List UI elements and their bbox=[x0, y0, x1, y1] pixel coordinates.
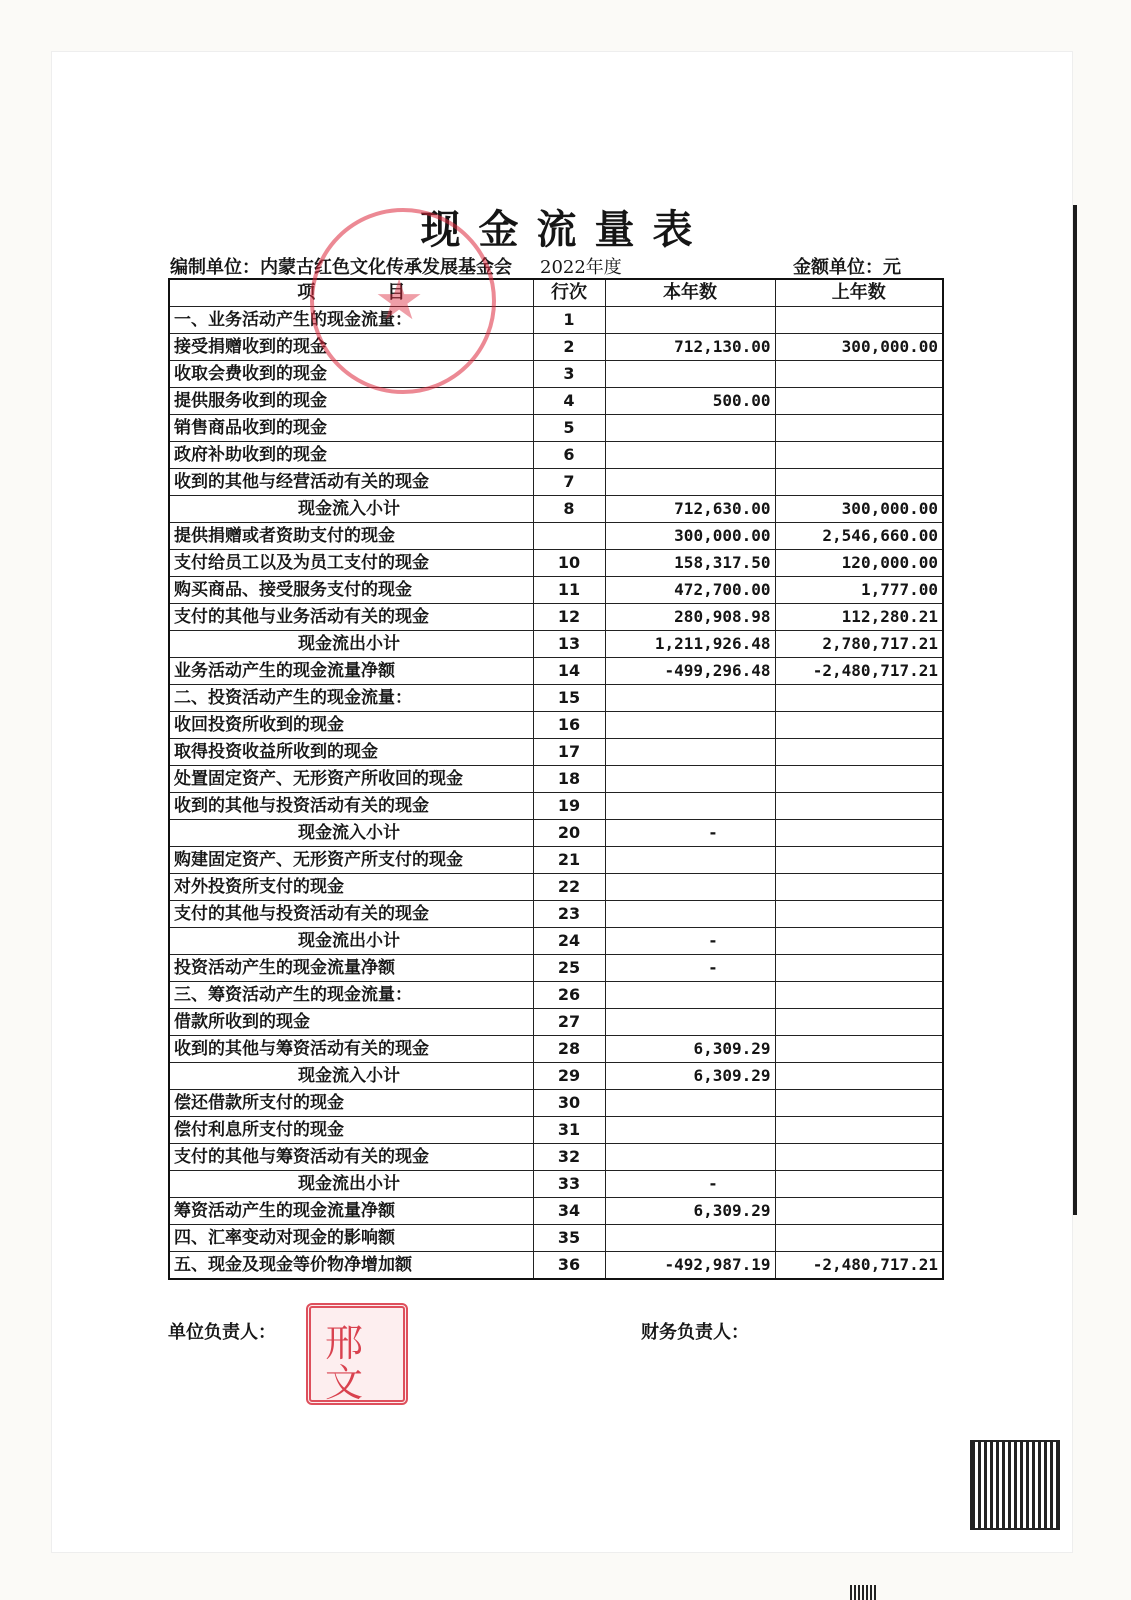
row-item: 销售商品收到的现金 bbox=[169, 415, 533, 442]
row-line-number: 35 bbox=[533, 1225, 605, 1252]
row-previous-year: -2,480,717.21 bbox=[775, 1252, 943, 1280]
row-item: 现金流入小计 bbox=[169, 820, 533, 847]
table-row bbox=[169, 982, 943, 1009]
row-line-number: 34 bbox=[533, 1198, 605, 1225]
qr-code-icon bbox=[970, 1440, 1060, 1530]
row-line-number: 17 bbox=[533, 739, 605, 766]
table-row bbox=[169, 415, 943, 442]
row-current-year: 6,309.29 bbox=[605, 1036, 775, 1063]
table-row bbox=[169, 604, 943, 631]
table-row bbox=[169, 523, 943, 550]
small-qr-code-icon bbox=[850, 1585, 876, 1600]
row-current-year bbox=[605, 847, 775, 874]
table-row bbox=[169, 874, 943, 901]
table-row bbox=[169, 1009, 943, 1036]
scan-edge-shadow bbox=[1073, 205, 1077, 1215]
row-current-year bbox=[605, 1117, 775, 1144]
row-current-year bbox=[605, 685, 775, 712]
row-item: 提供捐赠或者资助支付的现金 bbox=[169, 523, 533, 550]
row-line-number: 4 bbox=[533, 388, 605, 415]
table-row bbox=[169, 631, 943, 658]
report-year: 2022年度 bbox=[540, 257, 622, 278]
row-current-year: -499,296.48 bbox=[605, 658, 775, 685]
row-previous-year bbox=[775, 766, 943, 793]
row-line-number: 7 bbox=[533, 469, 605, 496]
row-line-number: 27 bbox=[533, 1009, 605, 1036]
row-current-year: 6,309.29 bbox=[605, 1063, 775, 1090]
table-row bbox=[169, 1225, 943, 1252]
row-previous-year bbox=[775, 1036, 943, 1063]
row-current-year: 712,130.00 bbox=[605, 334, 775, 361]
row-line-number: 5 bbox=[533, 415, 605, 442]
row-current-year: - bbox=[605, 955, 775, 982]
row-item: 现金流入小计 bbox=[169, 496, 533, 523]
row-current-year bbox=[605, 442, 775, 469]
seal-star-icon: ★ bbox=[374, 268, 425, 333]
row-previous-year bbox=[775, 820, 943, 847]
row-item: 四、汇率变动对现金的影响额 bbox=[169, 1225, 533, 1252]
row-line-number: 24 bbox=[533, 928, 605, 955]
table-row bbox=[169, 550, 943, 577]
row-item: 取得投资收益所收到的现金 bbox=[169, 739, 533, 766]
row-previous-year bbox=[775, 901, 943, 928]
row-previous-year bbox=[775, 307, 943, 334]
row-previous-year bbox=[775, 1090, 943, 1117]
row-current-year: 712,630.00 bbox=[605, 496, 775, 523]
cash-flow-table bbox=[168, 278, 944, 1280]
table-row bbox=[169, 955, 943, 982]
table-row bbox=[169, 334, 943, 361]
row-current-year: -492,987.19 bbox=[605, 1252, 775, 1280]
table-row bbox=[169, 901, 943, 928]
header-current-year: 本年数 bbox=[605, 279, 775, 307]
table-row bbox=[169, 928, 943, 955]
row-line-number: 15 bbox=[533, 685, 605, 712]
row-current-year: 1,211,926.48 bbox=[605, 631, 775, 658]
row-previous-year bbox=[775, 442, 943, 469]
table-row bbox=[169, 442, 943, 469]
header-line: 行次 bbox=[533, 279, 605, 307]
row-previous-year bbox=[775, 685, 943, 712]
row-previous-year bbox=[775, 712, 943, 739]
row-line-number: 28 bbox=[533, 1036, 605, 1063]
row-previous-year bbox=[775, 982, 943, 1009]
row-item: 二、投资活动产生的现金流量： bbox=[169, 685, 533, 712]
table-row bbox=[169, 361, 943, 388]
row-item: 偿付利息所支付的现金 bbox=[169, 1117, 533, 1144]
row-line-number: 20 bbox=[533, 820, 605, 847]
document-title: 现金流量表 bbox=[420, 206, 711, 253]
row-line-number: 36 bbox=[533, 1252, 605, 1280]
row-line-number bbox=[533, 523, 605, 550]
table-row bbox=[169, 820, 943, 847]
table-row bbox=[169, 793, 943, 820]
row-previous-year: 2,546,660.00 bbox=[775, 523, 943, 550]
row-line-number: 22 bbox=[533, 874, 605, 901]
row-previous-year bbox=[775, 847, 943, 874]
row-item: 提供服务收到的现金 bbox=[169, 388, 533, 415]
row-previous-year bbox=[775, 1009, 943, 1036]
row-item: 政府补助收到的现金 bbox=[169, 442, 533, 469]
table-row bbox=[169, 1171, 943, 1198]
personal-seal bbox=[306, 1303, 408, 1405]
row-current-year: - bbox=[605, 928, 775, 955]
row-current-year bbox=[605, 1225, 775, 1252]
row-line-number: 6 bbox=[533, 442, 605, 469]
organization-seal bbox=[310, 208, 496, 394]
row-current-year bbox=[605, 793, 775, 820]
row-current-year: 158,317.50 bbox=[605, 550, 775, 577]
row-current-year: - bbox=[605, 1171, 775, 1198]
row-current-year bbox=[605, 766, 775, 793]
row-line-number: 31 bbox=[533, 1117, 605, 1144]
table-row bbox=[169, 1063, 943, 1090]
table-row bbox=[169, 1144, 943, 1171]
row-previous-year bbox=[775, 388, 943, 415]
row-item: 购建固定资产、无形资产所支付的现金 bbox=[169, 847, 533, 874]
row-previous-year bbox=[775, 1117, 943, 1144]
row-line-number: 18 bbox=[533, 766, 605, 793]
row-line-number: 33 bbox=[533, 1171, 605, 1198]
row-previous-year bbox=[775, 793, 943, 820]
row-current-year: - bbox=[605, 820, 775, 847]
table-row bbox=[169, 1090, 943, 1117]
row-previous-year bbox=[775, 415, 943, 442]
table-row bbox=[169, 1198, 943, 1225]
row-current-year: 472,700.00 bbox=[605, 577, 775, 604]
row-line-number: 1 bbox=[533, 307, 605, 334]
row-item: 购买商品、接受服务支付的现金 bbox=[169, 577, 533, 604]
row-previous-year: 112,280.21 bbox=[775, 604, 943, 631]
header-previous-year: 上年数 bbox=[775, 279, 943, 307]
row-line-number: 25 bbox=[533, 955, 605, 982]
row-line-number: 10 bbox=[533, 550, 605, 577]
row-item: 借款所收到的现金 bbox=[169, 1009, 533, 1036]
row-previous-year bbox=[775, 928, 943, 955]
row-item: 偿还借款所支付的现金 bbox=[169, 1090, 533, 1117]
row-item: 收到的其他与投资活动有关的现金 bbox=[169, 793, 533, 820]
row-item: 处置固定资产、无形资产所收回的现金 bbox=[169, 766, 533, 793]
table-row bbox=[169, 847, 943, 874]
row-item: 一、业务活动产生的现金流量： bbox=[169, 307, 533, 334]
table-row bbox=[169, 712, 943, 739]
table-row bbox=[169, 577, 943, 604]
row-item: 接受捐赠收到的现金 bbox=[169, 334, 533, 361]
money-unit: 金额单位：元 bbox=[793, 257, 901, 278]
table-row bbox=[169, 1036, 943, 1063]
row-current-year bbox=[605, 874, 775, 901]
row-line-number: 14 bbox=[533, 658, 605, 685]
row-item: 现金流出小计 bbox=[169, 1171, 533, 1198]
row-item: 筹资活动产生的现金流量净额 bbox=[169, 1198, 533, 1225]
unit-head-signature: 单位负责人： bbox=[168, 1322, 276, 1343]
seal-char-top: 邢 bbox=[325, 1321, 364, 1365]
row-previous-year bbox=[775, 1171, 943, 1198]
row-item: 支付的其他与筹资活动有关的现金 bbox=[169, 1144, 533, 1171]
row-item: 支付给员工以及为员工支付的现金 bbox=[169, 550, 533, 577]
row-current-year bbox=[605, 1009, 775, 1036]
table-row bbox=[169, 307, 943, 334]
preparer-unit: 编制单位：内蒙古红色文化传承发展基金会 bbox=[170, 257, 512, 278]
row-current-year: 280,908.98 bbox=[605, 604, 775, 631]
row-line-number: 12 bbox=[533, 604, 605, 631]
row-line-number: 23 bbox=[533, 901, 605, 928]
row-item: 对外投资所支付的现金 bbox=[169, 874, 533, 901]
row-item: 三、筹资活动产生的现金流量： bbox=[169, 982, 533, 1009]
row-item: 投资活动产生的现金流量净额 bbox=[169, 955, 533, 982]
row-line-number: 3 bbox=[533, 361, 605, 388]
row-current-year bbox=[605, 469, 775, 496]
row-item: 收取会费收到的现金 bbox=[169, 361, 533, 388]
row-line-number: 32 bbox=[533, 1144, 605, 1171]
finance-head-signature: 财务负责人： bbox=[641, 1322, 749, 1343]
row-previous-year bbox=[775, 874, 943, 901]
row-previous-year: 2,780,717.21 bbox=[775, 631, 943, 658]
row-current-year bbox=[605, 739, 775, 766]
row-previous-year bbox=[775, 1063, 943, 1090]
row-line-number: 8 bbox=[533, 496, 605, 523]
row-item: 现金流出小计 bbox=[169, 928, 533, 955]
table-row bbox=[169, 388, 943, 415]
table-header-row bbox=[169, 279, 943, 307]
row-item: 现金流出小计 bbox=[169, 631, 533, 658]
row-line-number: 29 bbox=[533, 1063, 605, 1090]
row-item: 五、现金及现金等价物净增加额 bbox=[169, 1252, 533, 1280]
row-previous-year: 1,777.00 bbox=[775, 577, 943, 604]
row-current-year bbox=[605, 1144, 775, 1171]
row-line-number: 19 bbox=[533, 793, 605, 820]
table-row bbox=[169, 1252, 943, 1280]
table-row bbox=[169, 658, 943, 685]
table-row bbox=[169, 685, 943, 712]
row-current-year bbox=[605, 712, 775, 739]
row-previous-year bbox=[775, 1225, 943, 1252]
row-item: 收到的其他与筹资活动有关的现金 bbox=[169, 1036, 533, 1063]
row-previous-year: 120,000.00 bbox=[775, 550, 943, 577]
row-previous-year: 300,000.00 bbox=[775, 496, 943, 523]
table-row bbox=[169, 496, 943, 523]
row-current-year: 6,309.29 bbox=[605, 1198, 775, 1225]
row-line-number: 16 bbox=[533, 712, 605, 739]
row-current-year bbox=[605, 982, 775, 1009]
row-current-year bbox=[605, 361, 775, 388]
row-previous-year bbox=[775, 1144, 943, 1171]
row-previous-year: 300,000.00 bbox=[775, 334, 943, 361]
row-previous-year bbox=[775, 361, 943, 388]
row-item: 支付的其他与业务活动有关的现金 bbox=[169, 604, 533, 631]
row-current-year bbox=[605, 1090, 775, 1117]
row-line-number: 11 bbox=[533, 577, 605, 604]
row-previous-year bbox=[775, 955, 943, 982]
seal-char-bottom: 文 bbox=[325, 1361, 364, 1405]
row-current-year: 300,000.00 bbox=[605, 523, 775, 550]
row-item: 收回投资所收到的现金 bbox=[169, 712, 533, 739]
row-current-year bbox=[605, 307, 775, 334]
row-previous-year bbox=[775, 739, 943, 766]
row-line-number: 30 bbox=[533, 1090, 605, 1117]
row-item: 支付的其他与投资活动有关的现金 bbox=[169, 901, 533, 928]
table-row bbox=[169, 1117, 943, 1144]
row-previous-year bbox=[775, 469, 943, 496]
header-item: 项 目 bbox=[169, 279, 533, 307]
row-item: 现金流入小计 bbox=[169, 1063, 533, 1090]
row-current-year bbox=[605, 415, 775, 442]
row-previous-year: -2,480,717.21 bbox=[775, 658, 943, 685]
row-line-number: 13 bbox=[533, 631, 605, 658]
row-previous-year bbox=[775, 1198, 943, 1225]
table-row bbox=[169, 739, 943, 766]
row-line-number: 21 bbox=[533, 847, 605, 874]
row-current-year: 500.00 bbox=[605, 388, 775, 415]
row-item: 业务活动产生的现金流量净额 bbox=[169, 658, 533, 685]
row-line-number: 26 bbox=[533, 982, 605, 1009]
table-row bbox=[169, 469, 943, 496]
row-item: 收到的其他与经营活动有关的现金 bbox=[169, 469, 533, 496]
table-row bbox=[169, 766, 943, 793]
row-current-year bbox=[605, 901, 775, 928]
row-line-number: 2 bbox=[533, 334, 605, 361]
